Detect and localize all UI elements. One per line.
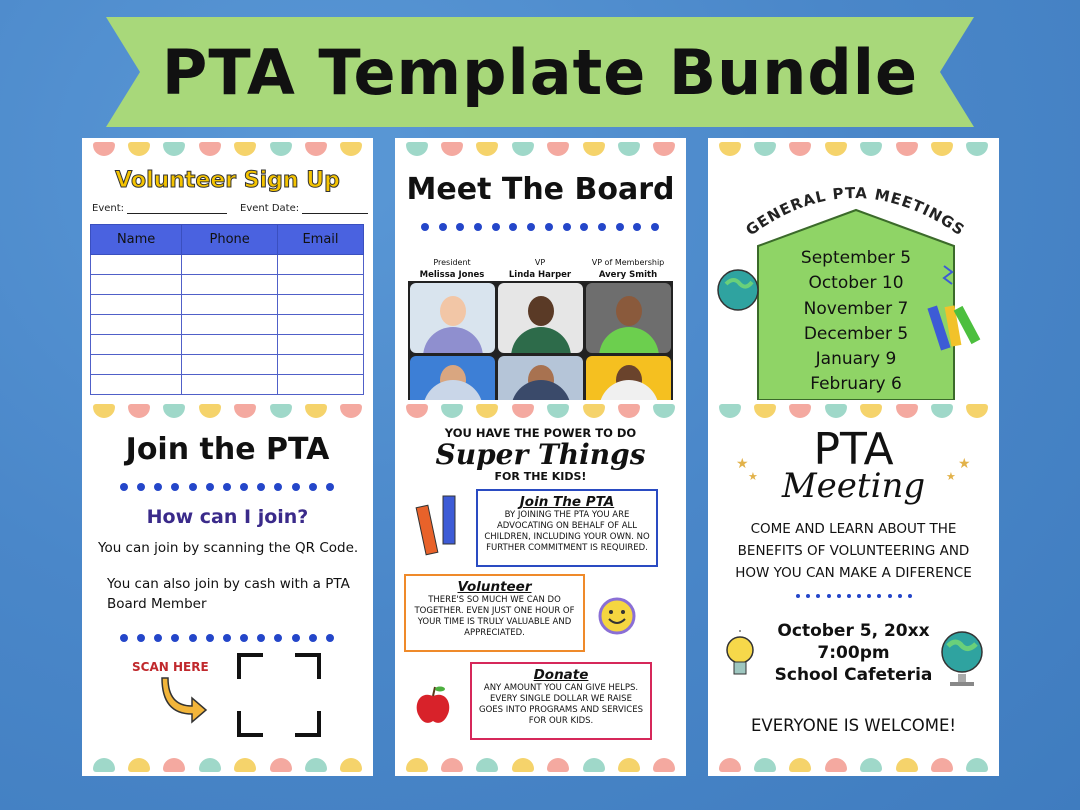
dot-divider xyxy=(796,594,912,598)
meeting-place-text: School Cafeteria xyxy=(774,665,933,685)
meeting-desc-line: COME AND LEARN ABOUT THE xyxy=(750,521,957,537)
member-photo xyxy=(586,356,671,400)
volunteer-signup-card[interactable] xyxy=(82,138,373,400)
table-row[interactable] xyxy=(91,355,364,375)
board-title: Meet The Board xyxy=(406,172,675,207)
meeting-desc-line: BENEFITS OF VOLUNTEERING AND xyxy=(737,543,970,559)
column-header-email: Email xyxy=(278,225,364,255)
star-icon: ★ xyxy=(958,456,971,472)
apple-icon xyxy=(413,684,453,728)
member-photo xyxy=(410,283,495,353)
dot-divider xyxy=(120,634,334,642)
top-decoration xyxy=(395,138,686,160)
event-field[interactable] xyxy=(92,203,227,214)
scan-here-label: SCAN HERE xyxy=(132,660,209,674)
volunteer-box-title: Volunteer xyxy=(457,579,532,595)
meeting-date: January 9 xyxy=(815,349,897,370)
member-role: VP of Membership xyxy=(591,258,665,267)
join-pta-card[interactable] xyxy=(82,400,373,776)
member-photo xyxy=(410,356,495,400)
bottom-decoration xyxy=(82,754,373,776)
arrow-icon xyxy=(160,676,210,726)
table-row[interactable] xyxy=(91,375,364,395)
join-subtitle: How can I join? xyxy=(146,506,309,528)
top-decoration xyxy=(708,400,999,422)
table-row[interactable] xyxy=(91,295,364,315)
member-role: President xyxy=(433,258,471,267)
member-role: VP xyxy=(534,258,546,267)
welcome-text: EVERYONE IS WELCOME! xyxy=(750,716,957,735)
meetings-title: GENERAL PTA MEETINGS xyxy=(742,183,969,240)
title-banner xyxy=(106,17,974,127)
super-things-card[interactable] xyxy=(395,400,686,776)
volunteer-box[interactable] xyxy=(404,574,585,652)
member-photo xyxy=(586,283,671,353)
member-photo xyxy=(498,356,583,400)
meeting-heading: Meeting xyxy=(781,466,926,506)
table-row[interactable] xyxy=(91,255,364,275)
member-photo xyxy=(498,283,583,353)
bundle-title: PTA Template Bundle xyxy=(161,35,919,109)
meeting-time-text: 7:00pm xyxy=(817,643,890,663)
meeting-date: February 6 xyxy=(810,374,902,395)
meeting-date-text: October 5, 20xx xyxy=(777,621,930,641)
column-header-phone: Phone xyxy=(182,225,278,255)
member-name: Linda Harper xyxy=(508,270,572,280)
meeting-date: December 5 xyxy=(803,323,909,344)
lightbulb-icon xyxy=(718,630,762,686)
pta-heading: PTA xyxy=(813,424,894,475)
member-name: Avery Smith xyxy=(598,270,658,280)
meeting-date: October 10 xyxy=(808,273,904,294)
bottom-decoration xyxy=(395,754,686,776)
meeting-description xyxy=(708,518,999,584)
meet-board-card[interactable] xyxy=(395,138,686,400)
top-decoration xyxy=(82,400,373,422)
member-photos xyxy=(408,281,673,400)
join-box-title: Join The PTA xyxy=(519,494,615,510)
top-decoration xyxy=(82,138,373,160)
bottom-decoration xyxy=(708,754,999,776)
signup-table xyxy=(90,224,364,395)
qr-code-area[interactable] xyxy=(237,653,321,737)
top-decoration xyxy=(395,400,686,422)
pta-meeting-card[interactable] xyxy=(708,400,999,776)
member-name: Melissa Jones xyxy=(419,270,485,280)
star-icon: ★ xyxy=(748,470,758,483)
table-row[interactable] xyxy=(91,335,364,355)
star-icon: ★ xyxy=(946,470,956,483)
power-heading: YOU HAVE THE POWER TO DO xyxy=(444,426,637,440)
volunteer-title: Volunteer Sign Up xyxy=(115,168,340,193)
dot-divider xyxy=(421,223,659,231)
dot-divider xyxy=(120,483,334,491)
table-row[interactable] xyxy=(91,275,364,295)
join-title: Join the PTA xyxy=(125,432,330,467)
general-meetings-card[interactable] xyxy=(708,138,999,400)
star-icon: ★ xyxy=(736,456,749,472)
donate-box-text: ANY AMOUNT YOU CAN GIVE HELPS. EVERY SINGLE DOLLAR WE RAISE GOES INTO PROGRAMS AND SERVICES FOR OUR KIDS. xyxy=(479,683,643,726)
globe-icon xyxy=(718,270,758,310)
meeting-date: November 7 xyxy=(803,298,909,319)
event-label: Event: xyxy=(92,203,125,214)
super-things-heading: Super Things xyxy=(435,438,646,471)
event-date-label: Event Date: xyxy=(240,203,300,214)
meeting-date: September 5 xyxy=(800,248,912,268)
smiley-icon xyxy=(597,596,637,636)
join-box-text: BY JOINING THE PTA YOU ARE ADVOCATING ON BEHALF OF ALL CHILDREN, INCLUDING YOUR OWN. NO FURTHER COMMITMENT IS REQUIRED. xyxy=(484,510,650,553)
event-date-field[interactable] xyxy=(240,203,368,214)
globe-icon xyxy=(936,626,990,690)
donate-box-title: Donate xyxy=(533,667,589,683)
for-kids-heading: FOR THE KIDS! xyxy=(494,470,587,483)
table-row[interactable] xyxy=(91,315,364,335)
join-text-cash: You can also join by cash with a PTA Board Member xyxy=(107,576,350,612)
join-text-qr: You can join by scanning the QR Code. xyxy=(98,540,359,556)
join-box[interactable] xyxy=(476,489,658,567)
volunteer-box-text: THERE'S SO MUCH WE CAN DO TOGETHER. EVEN JUST ONE HOUR OF YOUR TIME IS TRULY VALUABLE AND APPRECIATED. xyxy=(414,595,575,638)
crayons-icon xyxy=(415,492,475,562)
donate-box[interactable] xyxy=(470,662,652,740)
column-header-name: Name xyxy=(91,225,182,255)
meeting-dates-list xyxy=(758,246,954,398)
meeting-desc-line: HOW YOU CAN MAKE A DIFERENCE xyxy=(735,565,972,581)
